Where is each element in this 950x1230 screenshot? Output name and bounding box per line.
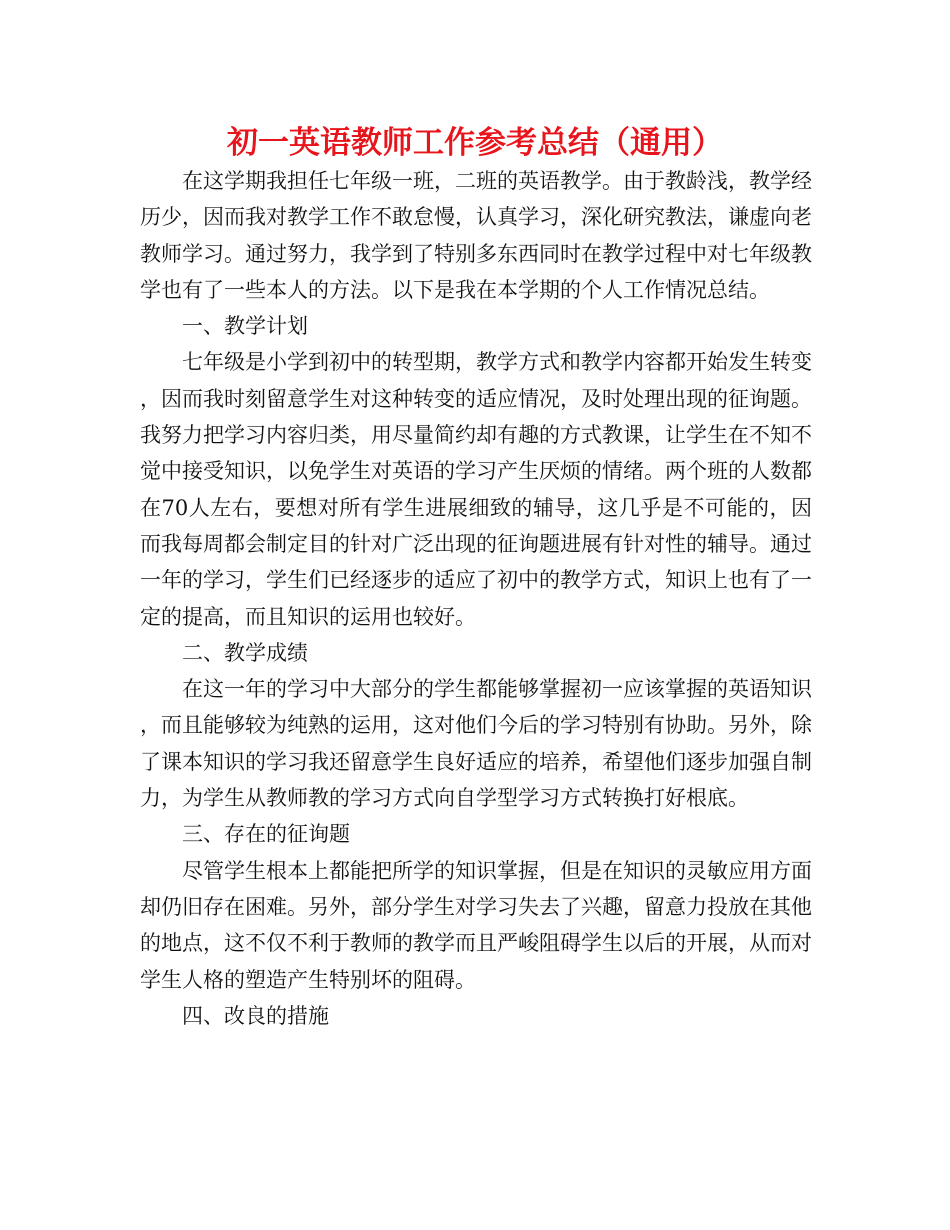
section-heading-teaching-plan: 一、教学计划 xyxy=(182,314,308,339)
document-body xyxy=(140,163,812,1034)
paragraph-teaching-results: 在这一年的学习中大部分的学生都能够掌握初一应该掌握的英语知识，而且能够较为纯熟的运用，这对他们今后的学习特别有协助。另外，除了课本知识的学习我还留意学生良好适应的培养，希望他们逐步加强自制力，为学生从教师教的学习方式向自学型学习方式转换打好根底。 xyxy=(140,677,812,811)
section-heading-teaching-results: 二、教学成绩 xyxy=(182,640,308,665)
document-title: 初一英语教师工作参考总结（通用） xyxy=(227,125,723,161)
paragraph-existing-problems: 尽管学生根本上都能把所学的知识掌握，但是在知识的灵敏应用方面却仍旧存在困难。另外，部分学生对学习失去了兴趣，留意力投放在其他的地点，这不仅不利于教师的教学而且严峻阻碍学生以后的开展，从而对学生人格的塑造产生特别坏的阻碍。 xyxy=(140,858,812,992)
section-heading-improvement-measures: 四、改良的措施 xyxy=(182,1003,329,1028)
paragraph-teaching-plan: 七年级是小学到初中的转型期，教学方式和教学内容都开始发生转变，因而我时刻留意学生对这种转变的适应情况，及时处理出现的征询题。我努力把学习内容归类，用尽量简约却有趣的方式教课，让学生在不知不觉中接受知识，以免学生对英语的学习产生厌烦的情绪。两个班的人数都在70人左右，要想对所有学生进展细致的辅导，这几乎是不可能的，因而我每周都会制定目的针对广泛出现的征询题进展有针对性的辅导。通过一年的学习，学生们已经逐步的适应了初中的教学方式，知识上也有了一定的提高，而且知识的运用也较好。 xyxy=(140,350,812,629)
paragraph-intro: 在这学期我担任七年级一班，二班的英语教学。由于教龄浅，教学经历少，因而我对教学工作不敢怠慢，认真学习，深化研究教法，谦虚向老教师学习。通过努力，我学到了特别多东西同时在教学过程中对七年级教学也有了一些本人的方法。以下是我在本学期的个人工作情况总结。 xyxy=(140,169,812,302)
section-heading-existing-problems: 三、存在的征询题 xyxy=(182,822,350,847)
